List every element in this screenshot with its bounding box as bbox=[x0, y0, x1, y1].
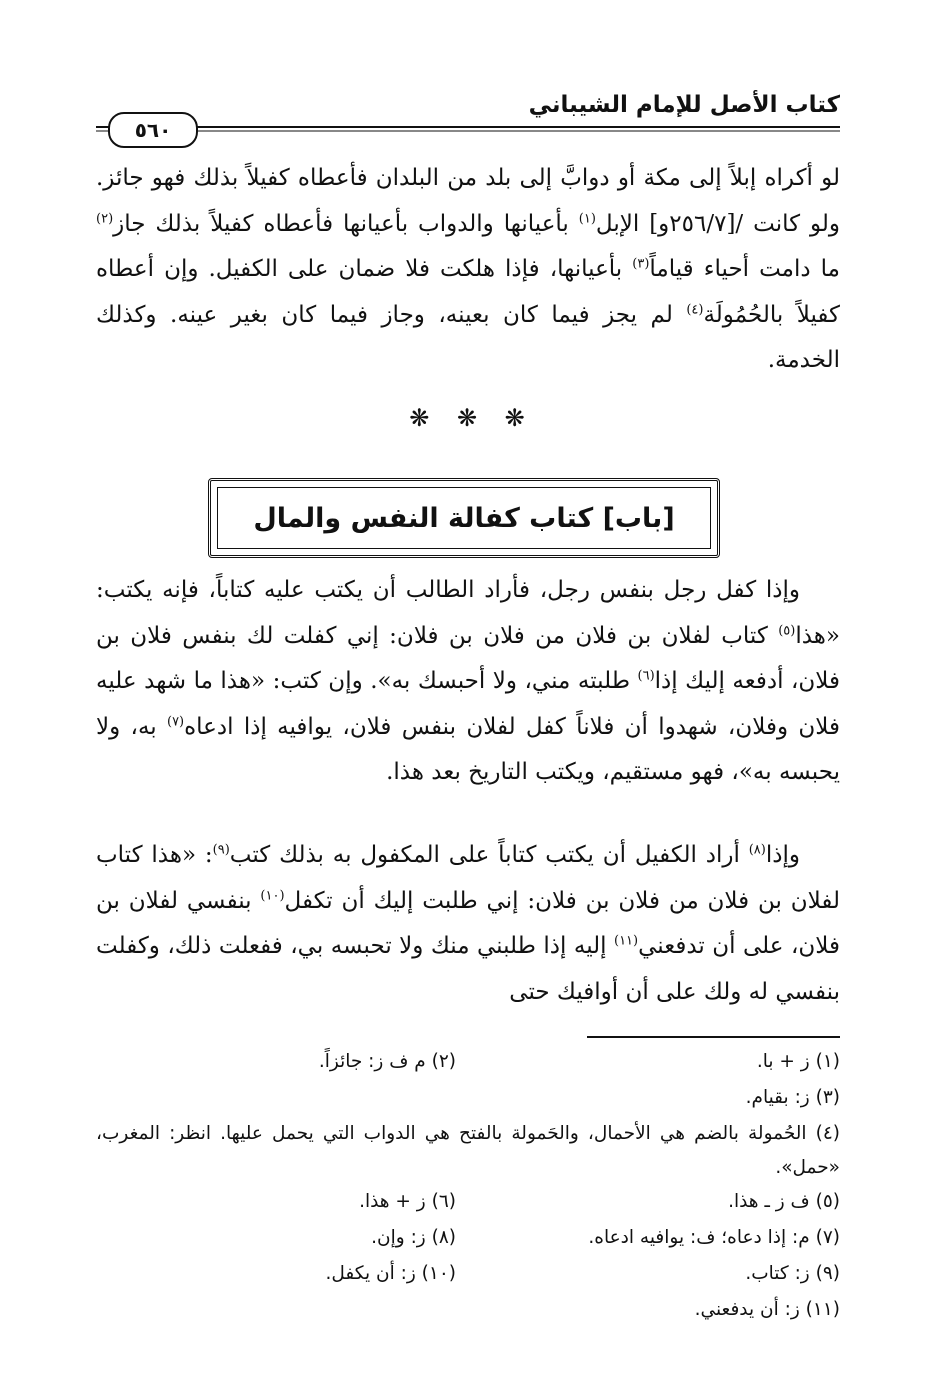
footnote-2: (٢) م ف ز: جائزاً. bbox=[318, 1051, 456, 1072]
text-run: بنفسي لفلان بن فلان، على أن تدفعني bbox=[96, 887, 840, 959]
section-ornament: ❋ ❋ ❋ bbox=[409, 404, 535, 432]
text-run: لم يجز فيما كان بعينه، وجاز فيما كان بغير عينه. وكذلك الخدمة. bbox=[96, 301, 840, 373]
footnote-7: (٧) م: إذا دعاه؛ ف: يوافيه ادعاه. bbox=[588, 1227, 840, 1248]
footnote-11: (١١) ز: أن يدفعني. bbox=[694, 1299, 840, 1320]
paragraph-3 bbox=[96, 833, 840, 1015]
paragraph-1 bbox=[96, 156, 840, 384]
chapter-heading-inner bbox=[217, 487, 711, 549]
footnote-ref: (١) bbox=[578, 210, 596, 226]
page-number: ٥٦٠ bbox=[108, 112, 198, 148]
text-run: كتاب لفلان بن فلان من فلان بن فلان: إني كفلت لك بنفس فلان بن فلان، أدفعه إليك إذا bbox=[96, 622, 841, 694]
footnote-ref: (١١) bbox=[614, 933, 639, 949]
footnote-4: (٤) الحُمولة بالضم هي الأحمال، والحَمولة بالفتح هي الدواب التي يحمل عليها. انظر: المغرب، «حمل». bbox=[96, 1123, 840, 1178]
text-run: لو أكراه إبلاً إلى مكة أو دوابَّ إلى بلد من البلدان فأعطاه كفيلاً بذلك فهو جائز. ولو كانت /[٢٥٦/٧و] الإبل bbox=[96, 165, 841, 237]
footnote-ref: (٩) bbox=[212, 842, 230, 858]
text-run: وإذا كفل رجل بنفس رجل، فأراد الطالب أن يكتب عليه كتاباً، فإنه يكتب: «هذا bbox=[96, 577, 840, 649]
footnote-5: (٥) ف ز ـ هذا. bbox=[728, 1191, 840, 1212]
footnote-1: (١) ز + با. bbox=[756, 1051, 840, 1072]
text-run: ما دامت أحياء قياماً bbox=[649, 256, 840, 282]
paragraph-2 bbox=[96, 568, 840, 796]
footnote-10: (١٠) ز: أن يكفل. bbox=[325, 1263, 456, 1284]
text-run: بأعيانها والدواب بأعيانها فأعطاه كفيلاً بذلك جاز bbox=[113, 210, 579, 237]
footnote-8: (٨) ز: وإن. bbox=[371, 1227, 456, 1248]
chapter-title: [باب] كتاب كفالة النفس والمال bbox=[253, 502, 675, 534]
footnote-ref: (٨) bbox=[748, 842, 766, 858]
footnote-9: (٩) ز: كتاب. bbox=[745, 1263, 840, 1284]
running-title: كتاب الأصل للإمام الشيباني bbox=[528, 92, 840, 118]
chapter-heading-frame bbox=[208, 478, 720, 558]
text-run: وإذا bbox=[765, 842, 800, 868]
footnote-6: (٦) ز + هذا. bbox=[359, 1191, 456, 1212]
footnote-ref: (١٠) bbox=[260, 887, 285, 903]
footnote-ref: (٤) bbox=[686, 301, 704, 317]
footnote-3: (٣) ز: بقيام. bbox=[745, 1087, 840, 1108]
text-run: إليه إذا طلبني منك ولا تحبسه بي، ففعلت ذلك، وكفلت بنفسي له ولك على أن أوافيك حتى bbox=[96, 933, 840, 1005]
footnote-ref: (٧) bbox=[166, 713, 185, 729]
text-run: بأعيانها، فإذا هلكت فلا ضمان على الكفيل. وإن أعطاه كفيلاً بالحُمُولَة bbox=[96, 256, 840, 328]
footnote-separator bbox=[587, 1036, 840, 1038]
footnote-ref: (٥) bbox=[778, 622, 796, 638]
text-run: طلبته مني، ولا أحبسك به». وإن كتب: «هذا ما شهد عليه فلان وفلان، شهدوا أن فلاناً كفل لفلان بنفس فلان، يوافيه إذا ادعاه bbox=[96, 668, 840, 740]
footnote-ref: (٣) bbox=[632, 256, 650, 272]
text-run: : «هذا كتاب لفلان بن فلان من فلان بن فلان: إني طلبت إليك أن تكفل bbox=[96, 842, 841, 914]
header-rule bbox=[96, 118, 840, 140]
text-run: أراد الكفيل أن يكتب كتاباً على المكفول به بذلك كتب bbox=[229, 842, 749, 868]
footnote-ref: (٦) bbox=[637, 668, 655, 684]
text-run: به، ولا يحبسه به»، فهو مستقيم، ويكتب التاريخ بعد هذا. bbox=[96, 713, 840, 785]
footnote-ref: (٢) bbox=[96, 210, 114, 226]
